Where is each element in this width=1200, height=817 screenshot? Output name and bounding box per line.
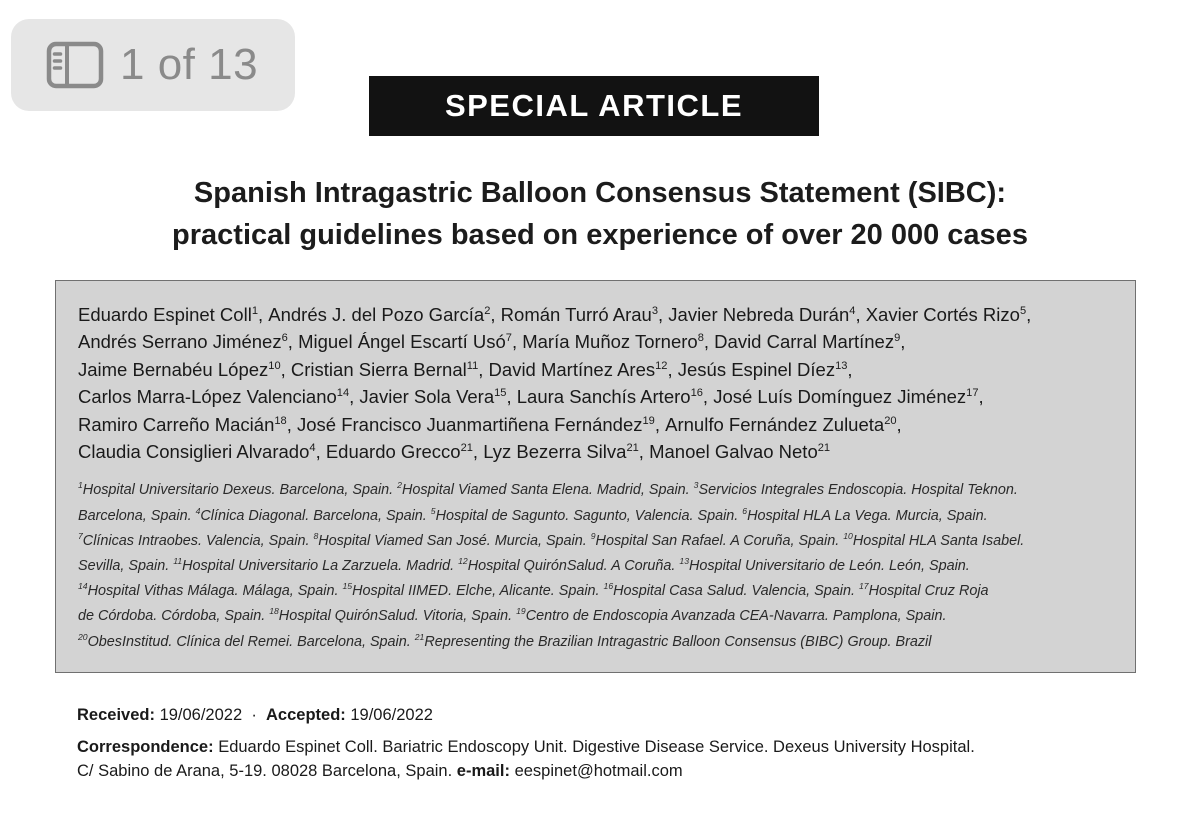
affiliation-number: 10 [843, 531, 853, 542]
affiliation-marker: 12 [655, 359, 668, 372]
author-name: Laura Sanchís Artero [516, 386, 691, 408]
affiliation-number: 20 [78, 631, 88, 642]
affiliation-line [78, 529, 1115, 554]
received-date: 19/06/2022 [159, 706, 243, 724]
author-separator: , [702, 386, 714, 408]
affiliation-line [78, 504, 1115, 529]
affiliation-marker: 4 [309, 441, 316, 454]
author-separator: , [490, 304, 501, 325]
sidebar-toggle-icon[interactable] [46, 41, 104, 89]
dates-line [77, 706, 433, 725]
author [866, 304, 1032, 325]
affiliation-marker: 21 [460, 441, 473, 454]
affiliation-text: Sevilla, Spain. [78, 558, 174, 575]
author [668, 304, 865, 325]
affiliation-marker: 16 [690, 387, 703, 400]
author-name: Lyz Bezerra Silva [483, 441, 627, 463]
author-separator: , [638, 441, 650, 463]
author [78, 386, 359, 407]
affiliation-marker: 19 [642, 414, 655, 427]
email-label: e-mail: [456, 762, 510, 780]
dates-separator: · [251, 706, 257, 724]
affiliation-text: ObesInstitud. Clínica del Remei. Barcelona, Spain. [87, 633, 415, 650]
affiliation-number: 4 [195, 505, 201, 516]
affiliation-marker: 7 [505, 332, 512, 345]
affiliation-marker: 10 [268, 359, 281, 372]
affiliation-number: 6 [742, 505, 748, 516]
author [714, 331, 905, 352]
affiliation-text: Hospital QuirónSalud. Vitoria, Spain. [278, 608, 517, 625]
author-name: Román Turró Arau [500, 304, 652, 325]
affiliation-text: Hospital Vithas Málaga. Málaga, Spain. [87, 583, 343, 600]
author-name: Andrés J. del Pozo García [268, 304, 485, 325]
author-separator: , [315, 441, 326, 463]
author [678, 359, 853, 380]
author-separator: , [280, 358, 291, 380]
affiliation-text: Barcelona, Spain. [78, 507, 196, 524]
affiliation-text: Hospital Universitario de León. León, Spain. [689, 558, 970, 575]
affiliation-line [78, 579, 1115, 604]
affiliation-number: 9 [590, 531, 596, 542]
accepted-date: 19/06/2022 [350, 706, 433, 724]
affiliation-marker: 14 [336, 387, 350, 400]
author [78, 414, 297, 435]
email-address[interactable]: eespinet@hotmail.com [514, 762, 683, 780]
affiliation-line [78, 478, 1115, 503]
affiliation-marker: 6 [281, 332, 288, 345]
author-name: Claudia Consiglieri Alvarado [78, 441, 310, 463]
author-name: Cristian Sierra Bernal [290, 358, 467, 380]
affiliation-marker: 8 [697, 332, 704, 345]
author [517, 386, 713, 407]
author-name: Andrés Serrano Jiménez [78, 331, 282, 353]
affiliation-text: Hospital HLA La Vega. Murcia, Spain. [747, 507, 988, 524]
author [522, 331, 714, 352]
affiliation-text: Hospital HLA Santa Isabel. [852, 532, 1025, 549]
affiliation-marker: 21 [626, 441, 639, 454]
author-name: José Francisco Juanmartiñena Fernández [297, 413, 643, 435]
author-separator: , [847, 358, 853, 380]
author-name: Manoel Galvao Neto [649, 441, 818, 463]
title-line-2: practical guidelines based on experience of over 20 000 cases [172, 219, 1028, 251]
author [359, 386, 516, 407]
correspondence-line-2 [77, 759, 975, 783]
received-label: Received: [77, 706, 155, 724]
affiliation-marker: 2 [484, 304, 491, 317]
author-name: David Martínez Ares [488, 358, 656, 380]
author-name: María Muñoz Tornero [522, 331, 698, 353]
affiliation-marker: 1 [251, 304, 258, 317]
author-name: Arnulfo Fernández Zulueta [665, 413, 885, 435]
author-name: Javier Sola Vera [359, 386, 495, 408]
author-name: José Luís Domínguez Jiménez [713, 386, 967, 408]
author [326, 441, 483, 462]
author-separator: , [349, 386, 360, 408]
affiliation-text: Clínica Diagonal. Barcelona, Spain. [200, 507, 431, 524]
author [291, 359, 489, 380]
author-name: Ramiro Carreño Macián [78, 413, 275, 435]
affiliation-line [78, 604, 1115, 629]
affiliation-number: 11 [173, 556, 183, 567]
page-count: 1 of 13 [120, 40, 259, 89]
affiliation-marker: 21 [817, 441, 831, 454]
affiliation-marker: 9 [894, 332, 901, 345]
author [78, 441, 326, 462]
affiliation-marker: 15 [494, 387, 507, 400]
title-line-1: Spanish Intragastric Balloon Consensus Statement (SIBC): [193, 177, 1007, 209]
affiliation-text: Hospital Viamed Santa Elena. Madrid, Spain. [401, 482, 694, 499]
affiliation-number: 14 [78, 581, 88, 592]
author [489, 359, 678, 380]
author-separator: , [257, 304, 269, 325]
affiliation-number: 3 [693, 480, 699, 491]
affiliation-number: 5 [430, 505, 436, 516]
author-separator: , [658, 304, 669, 325]
affiliation-number: 21 [414, 631, 425, 642]
accepted-label: Accepted: [266, 706, 346, 724]
page-indicator[interactable] [11, 19, 295, 111]
author-separator: , [855, 304, 866, 325]
affiliation-number: 13 [679, 556, 689, 567]
affiliation-list [78, 478, 1115, 654]
affiliation-text: Hospital Cruz Roja [868, 583, 989, 600]
author [501, 304, 669, 325]
affiliation-text: Hospital Universitario Dexeus. Barcelona, Spain. [82, 482, 398, 499]
author-separator: , [667, 358, 678, 380]
affiliation-text: Hospital San Rafael. A Coruña, Spain. [595, 532, 844, 549]
affiliation-text: Hospital de Sagunto. Sagunto, Valencia. Spain. [435, 507, 743, 524]
author-name: Miguel Ángel Escartí Usó [298, 331, 506, 353]
affiliation-number: 8 [313, 531, 319, 542]
author-separator: , [472, 441, 484, 463]
author-separator: , [1026, 304, 1032, 325]
affiliation-text: Hospital Universitario La Zarzuela. Madrid. [182, 558, 459, 575]
affiliation-text: Hospital Viamed San José. Murcia, Spain. [318, 532, 591, 549]
author [298, 331, 522, 352]
affiliation-number: 15 [342, 581, 353, 592]
correspondence [77, 735, 975, 783]
affiliation-number: 1 [78, 480, 83, 491]
author [78, 359, 291, 380]
author [665, 414, 902, 435]
author-separator: , [703, 331, 715, 353]
affiliation-marker: 4 [849, 304, 856, 317]
author [483, 441, 649, 462]
author [649, 441, 830, 462]
affiliation-text: Hospital IIMED. Elche, Alicante. Spain. [352, 583, 604, 600]
author-separator: , [287, 331, 299, 353]
affiliation-number: 2 [397, 480, 402, 491]
author-separator: , [286, 413, 297, 435]
author [268, 304, 500, 325]
correspondence-street: C/ Sabino de Arana, 5-19. 08028 Barcelona, Spain. [77, 762, 453, 780]
affiliation-text: Servicios Integrales Endoscopia. Hospital Teknon. [698, 482, 1018, 499]
author-name: Carlos Marra-López Valenciano [78, 386, 337, 408]
author-list [78, 301, 1115, 465]
affiliation-marker: 17 [966, 387, 979, 400]
affiliation-line [78, 554, 1115, 579]
author-separator: , [511, 331, 523, 353]
affiliation-marker: 3 [651, 304, 658, 317]
author-name: Eduardo Espinet Coll [78, 304, 252, 325]
author-name: Jaime Bernabéu López [78, 358, 269, 380]
affiliation-line [78, 630, 1115, 655]
author [713, 386, 983, 407]
affiliation-text: Hospital Casa Salud. Valencia, Spain. [613, 583, 859, 600]
author-separator: , [478, 358, 489, 380]
author-name: Eduardo Grecco [325, 441, 461, 463]
author-name: David Carral Martínez [714, 331, 895, 353]
author-separator: , [506, 386, 517, 408]
article-type-banner: SPECIAL ARTICLE [369, 76, 819, 136]
author-name: Jesús Espinel Díez [677, 358, 836, 380]
author-separator: , [896, 413, 902, 435]
affiliation-marker: 20 [884, 414, 897, 427]
affiliation-marker: 13 [835, 359, 848, 372]
author-separator: , [900, 331, 906, 353]
author [297, 414, 665, 435]
affiliation-text: de Córdoba. Córdoba, Spain. [78, 608, 270, 625]
affiliation-text: Clínicas Intraobes. Valencia, Spain. [82, 532, 314, 549]
affiliation-number: 7 [78, 531, 83, 542]
affiliation-marker: 11 [466, 359, 479, 372]
affiliation-number: 12 [458, 556, 468, 567]
affiliation-number: 19 [516, 606, 526, 617]
correspondence-label: Correspondence: [77, 738, 214, 756]
affiliation-marker: 5 [1019, 304, 1027, 317]
affiliation-number: 18 [269, 606, 279, 617]
author [78, 331, 298, 352]
correspondence-address: Eduardo Espinet Coll. Bariatric Endoscopy Unit. Digestive Disease Service. Dexeus University Hospital. [218, 738, 975, 756]
author-name: Xavier Cortés Rizo [865, 304, 1020, 325]
authors-box [55, 280, 1136, 673]
affiliation-number: 17 [858, 581, 869, 592]
affiliation-text: Representing the Brazilian Intragastric Balloon Consensus (BIBC) Group. Brazil [424, 633, 932, 650]
correspondence-line-1 [77, 735, 975, 759]
author [78, 304, 268, 325]
affiliation-text: Centro de Endoscopia Avanzada CEA-Navarra. Pamplona, Spain. [525, 608, 947, 625]
affiliation-marker: 18 [274, 414, 287, 427]
affiliation-text: Hospital QuirónSalud. A Coruña. [467, 558, 680, 575]
article-title [100, 172, 1100, 256]
author-separator: , [978, 386, 984, 408]
author-separator: , [654, 413, 666, 435]
author-name: Javier Nebreda Durán [668, 304, 850, 325]
affiliation-number: 16 [603, 581, 614, 592]
